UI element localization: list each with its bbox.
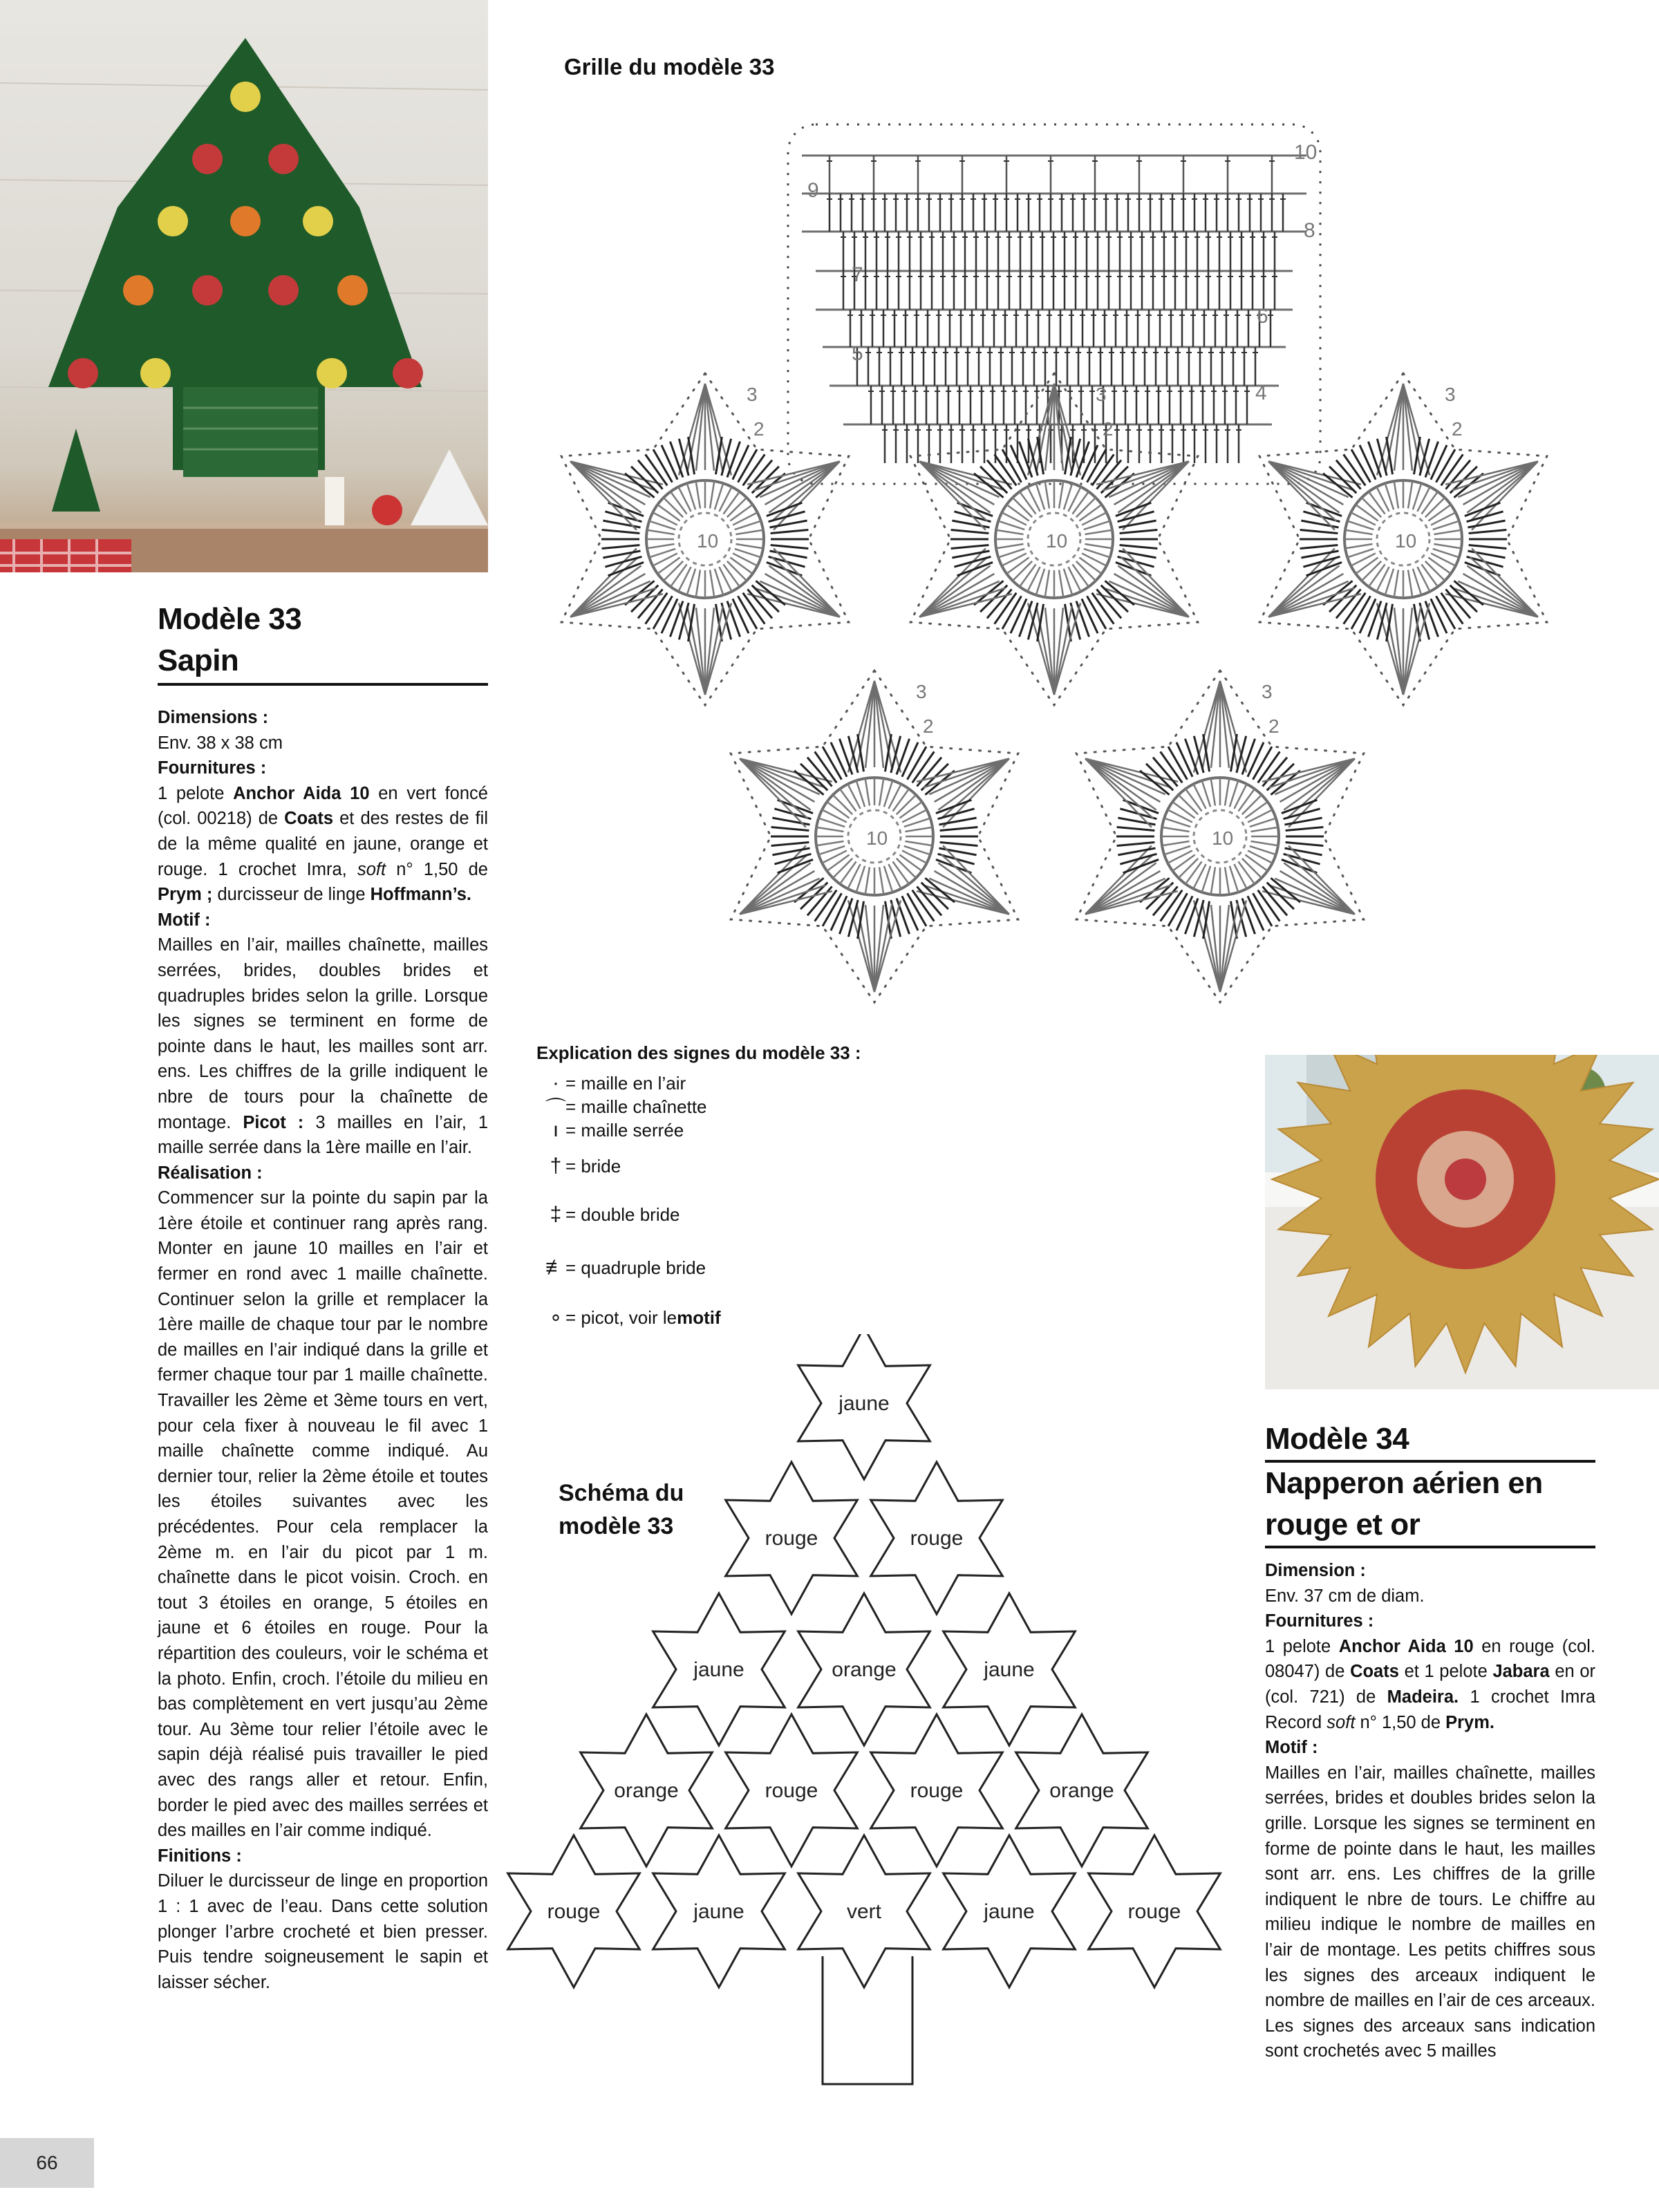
star-round-label: 10: [1046, 530, 1068, 552]
model34-dimension: Env. 37 cm de diam.: [1265, 1586, 1425, 1606]
grid-row-label: 5: [852, 342, 863, 365]
tree-photo-drawing: [0, 0, 488, 572]
schema-star: [581, 1714, 713, 1866]
model33-realisation-heading: Réalisation :: [158, 1163, 263, 1183]
schema-tree-diagram: [498, 1334, 1244, 2101]
schema-star: [726, 1714, 858, 1866]
legend-list: [546, 1071, 1030, 1338]
grid-row-label: 8: [1304, 219, 1315, 242]
schema-star: [653, 1593, 785, 1745]
legend-item-picot: ∘ = picot, voir le motif: [546, 1297, 1030, 1338]
model34-motif: Mailles en l’air, mailles chaînette, mailles serrées, brides et doubles brides selon la grille. Lorsque les signes se terminent en forme de pointe dans le haut, les mailles sont arr. ens. Les chiffres de la grille indiquent le nbre de tours. Le chiffre au milieu indique le nombre de mailles en l’air de montage. Les petits chiffres sous les signes des arceaux indiquent le nombre de mailles en l’air de ces arceaux. Les signes des arceaux sans indication sont crochetés avec 5 mailles: [1265, 1763, 1595, 2061]
schema-star-label: jaune: [984, 1658, 1035, 1681]
star-row-label: 2: [1268, 715, 1280, 737]
star-row-label: 2: [1452, 418, 1463, 440]
legend-item-quadruple-bride: ≢ = quadruple bride: [545, 1256, 706, 1279]
schema-star: [798, 1334, 930, 1479]
model34-title-rule-bottom: [1265, 1546, 1595, 1548]
schema-star: [653, 1835, 785, 1987]
schema-star: [871, 1714, 1003, 1866]
legend-item-chain: · = maille en l’air: [546, 1071, 1030, 1095]
quadruple-treble-icon: ≢: [545, 1256, 566, 1279]
model33-motif-heading: Motif :: [158, 910, 211, 930]
model34-motif-heading: Motif :: [1265, 1738, 1318, 1758]
schema-star-label: orange: [832, 1658, 897, 1681]
schema-star: [798, 1593, 930, 1745]
model34-fournitures-heading: Fournitures :: [1265, 1611, 1374, 1631]
schema-star-label: jaune: [693, 1900, 744, 1923]
model34-title: Modèle 34: [1265, 1422, 1409, 1456]
schema-star-label: rouge: [910, 1527, 964, 1550]
model34-body: [1265, 1558, 1595, 2064]
star-round-label: 10: [1212, 827, 1234, 849]
grid-star-motifs: [561, 373, 1547, 1002]
model33-realisation: Commencer sur la pointe du sapin par la 1ère étoile et continuer rang après rang. Monter en jaune 10 mailles en l’air et fermer en rond avec 1 maille chaînette. Continuer selon la grille et remplacer la 1ère maille de chaque tour par le nombre de mailles en l’air indiqué dans la grille et fermer chaque tour par 1 maille chaînette. Travailler les 2ème et 3ème tours en vert, pour cela fixer à nouveau le fil avec 1 maille chaînette comme indiqué. Au dernier tour, relier la 2ème étoile et toutes les étoiles suivantes avec les précédentes. Pour cela remplacer la 2ème m. en l’air du picot par 1 m. chaînette dans le picot voisin. Croch. en tout 3 étoiles en orange, 5 étoiles en jaune et 6 étoiles en rouge. Pour la répartition des couleurs, voir le schéma et la photo. Enfin, croch. l’étoile du milieu en bas complètement en vert jusqu’au 2ème tour. Au 3ème tour relier l’étoile avec le sapin déjà réalisé puis travailler le pied avec des rangs aller et retour. Enfin, border le pied avec des mailles serrées et des mailles en l’air comme indiqué.: [158, 1188, 488, 1841]
model34-subtitle-1: Napperon aérien en: [1265, 1466, 1543, 1500]
star-row-label: 3: [1096, 384, 1107, 405]
slip-stitch-icon: ⌒: [545, 1098, 566, 1121]
schema-star-label: rouge: [547, 1900, 601, 1923]
grid-star-motif: [1259, 373, 1547, 705]
model34-subtitle-2: rouge et or: [1265, 1508, 1421, 1541]
schema-star: [944, 1593, 1076, 1745]
schema-star: [1016, 1714, 1148, 1866]
schema-star-label: jaune: [693, 1658, 744, 1681]
schema-star-label: vert: [846, 1900, 882, 1923]
schema-star-label: rouge: [765, 1779, 818, 1802]
model33-subtitle: Sapin: [158, 644, 239, 677]
grid-row-label: 6: [1257, 305, 1268, 328]
legend-title: Explication des signes du modèle 33 :: [536, 1042, 861, 1063]
schema-star: [1089, 1835, 1221, 1987]
grid-title: Grille du modèle 33: [564, 54, 775, 79]
grid-star-motif: [910, 373, 1198, 705]
star-round-label: 10: [697, 530, 719, 552]
schema-star-label: orange: [1049, 1779, 1114, 1802]
grid-star-motif: [1076, 671, 1364, 1002]
schema-title: Schéma du modèle 33: [559, 1480, 684, 1539]
star-round-label: 10: [1395, 530, 1417, 552]
model33-title: Modèle 33: [158, 602, 302, 636]
treble-icon: †: [550, 1154, 562, 1177]
star-row-label: 3: [747, 384, 758, 405]
star-row-label: 3: [916, 681, 927, 702]
schema-star: [726, 1462, 858, 1614]
grid-row-label: 9: [807, 179, 819, 202]
star-row-label: 2: [1103, 418, 1114, 440]
schema-star-label: jaune: [984, 1900, 1035, 1923]
model33-finitions-heading: Finitions :: [158, 1846, 242, 1866]
star-row-label: 2: [923, 715, 934, 737]
photo-napperon: [1265, 1055, 1659, 1389]
model33-dimensions: Env. 38 x 38 cm: [158, 733, 283, 753]
grid-row-label: 10: [1294, 141, 1318, 164]
model34-title-block: [1265, 1418, 1595, 1548]
schema-star-label: jaune: [838, 1392, 890, 1415]
schema-star-label: rouge: [765, 1527, 818, 1550]
star-row-label: 2: [753, 418, 765, 440]
model33-fournitures-heading: Fournitures :: [158, 758, 267, 778]
picot-icon: ∘: [549, 1306, 563, 1329]
model33-title-rule: [158, 683, 488, 686]
chain-stitch-icon: ·: [552, 1071, 559, 1094]
double-treble-icon: ‡: [550, 1203, 562, 1226]
star-round-label: 10: [866, 827, 888, 849]
schema-star-label: rouge: [910, 1779, 964, 1802]
grid-star-motif: [561, 373, 849, 705]
page-number: 66: [0, 2138, 94, 2188]
model33-motif: Mailles en l’air, mailles chaînette, mailles serrées, brides, doubles brides et quadruples brides selon la grille. Lorsque les signes se terminent en forme de pointe dans le haut, les mailles sont arr. ens. Les chiffres de la grille indiquent le nbre de tours pour la chaînette de montage. Picot : 3 mailles en l’air, 1 maille serrée dans la 1ère maille en l’air.: [158, 935, 489, 1158]
legend-item-slip: ⌒ = maille chaînette: [546, 1095, 1030, 1118]
schema-star: [944, 1835, 1076, 1987]
model33-finitions: Diluer le durcisseur de linge en proportion 1 : 1 avec de l’eau. Dans cette solution plonger l’arbre crocheté et bien presser. Puis tendre soigneusement le sapin et laisser sécher.: [158, 1871, 488, 1992]
model33-fournitures: 1 pelote Anchor Aida 10 en vert foncé (col. 00218) de Coats et des restes de fil de la même qualité en jaune, orange et rouge. 1 crochet Imra, soft n° 1,50 de Prym ; durcisseur de linge Hoffmann’s.: [158, 783, 488, 905]
model33-title-block: [158, 599, 488, 686]
schema-star: [508, 1835, 640, 1987]
schema-star-label: orange: [614, 1779, 679, 1802]
schema-star: [871, 1462, 1003, 1614]
photo-sapin: [0, 0, 488, 572]
legend-item-single: ı = maille serrée: [546, 1118, 1030, 1142]
grid-star-motif: [731, 671, 1018, 1002]
schema-star-label: rouge: [1127, 1900, 1181, 1923]
star-row-label: 3: [1445, 384, 1456, 405]
single-crochet-icon: ı: [552, 1118, 559, 1141]
legend-item-bride: † = bride: [546, 1142, 1030, 1190]
legend-item-double-bride: ‡ = double bride: [546, 1190, 1030, 1239]
model34-dimension-heading: Dimension :: [1265, 1561, 1366, 1580]
model33-dimensions-heading: Dimensions :: [158, 708, 269, 727]
model33-body: [158, 705, 488, 1995]
crochet-grid-diagram: [525, 90, 1576, 1023]
model34-fournitures: 1 pelote Anchor Aida 10 en rouge (col. 08047) de Coats et 1 pelote Jabara en or (col. 721) de Madeira. 1 crochet Imra Record soft n° 1,50 de Prym.: [1265, 1636, 1595, 1732]
star-row-label: 3: [1262, 681, 1273, 702]
napkin-photo-drawing: [1265, 1055, 1659, 1389]
grid-row-label: 7: [852, 263, 863, 286]
grid-row-label: 4: [1255, 382, 1267, 404]
